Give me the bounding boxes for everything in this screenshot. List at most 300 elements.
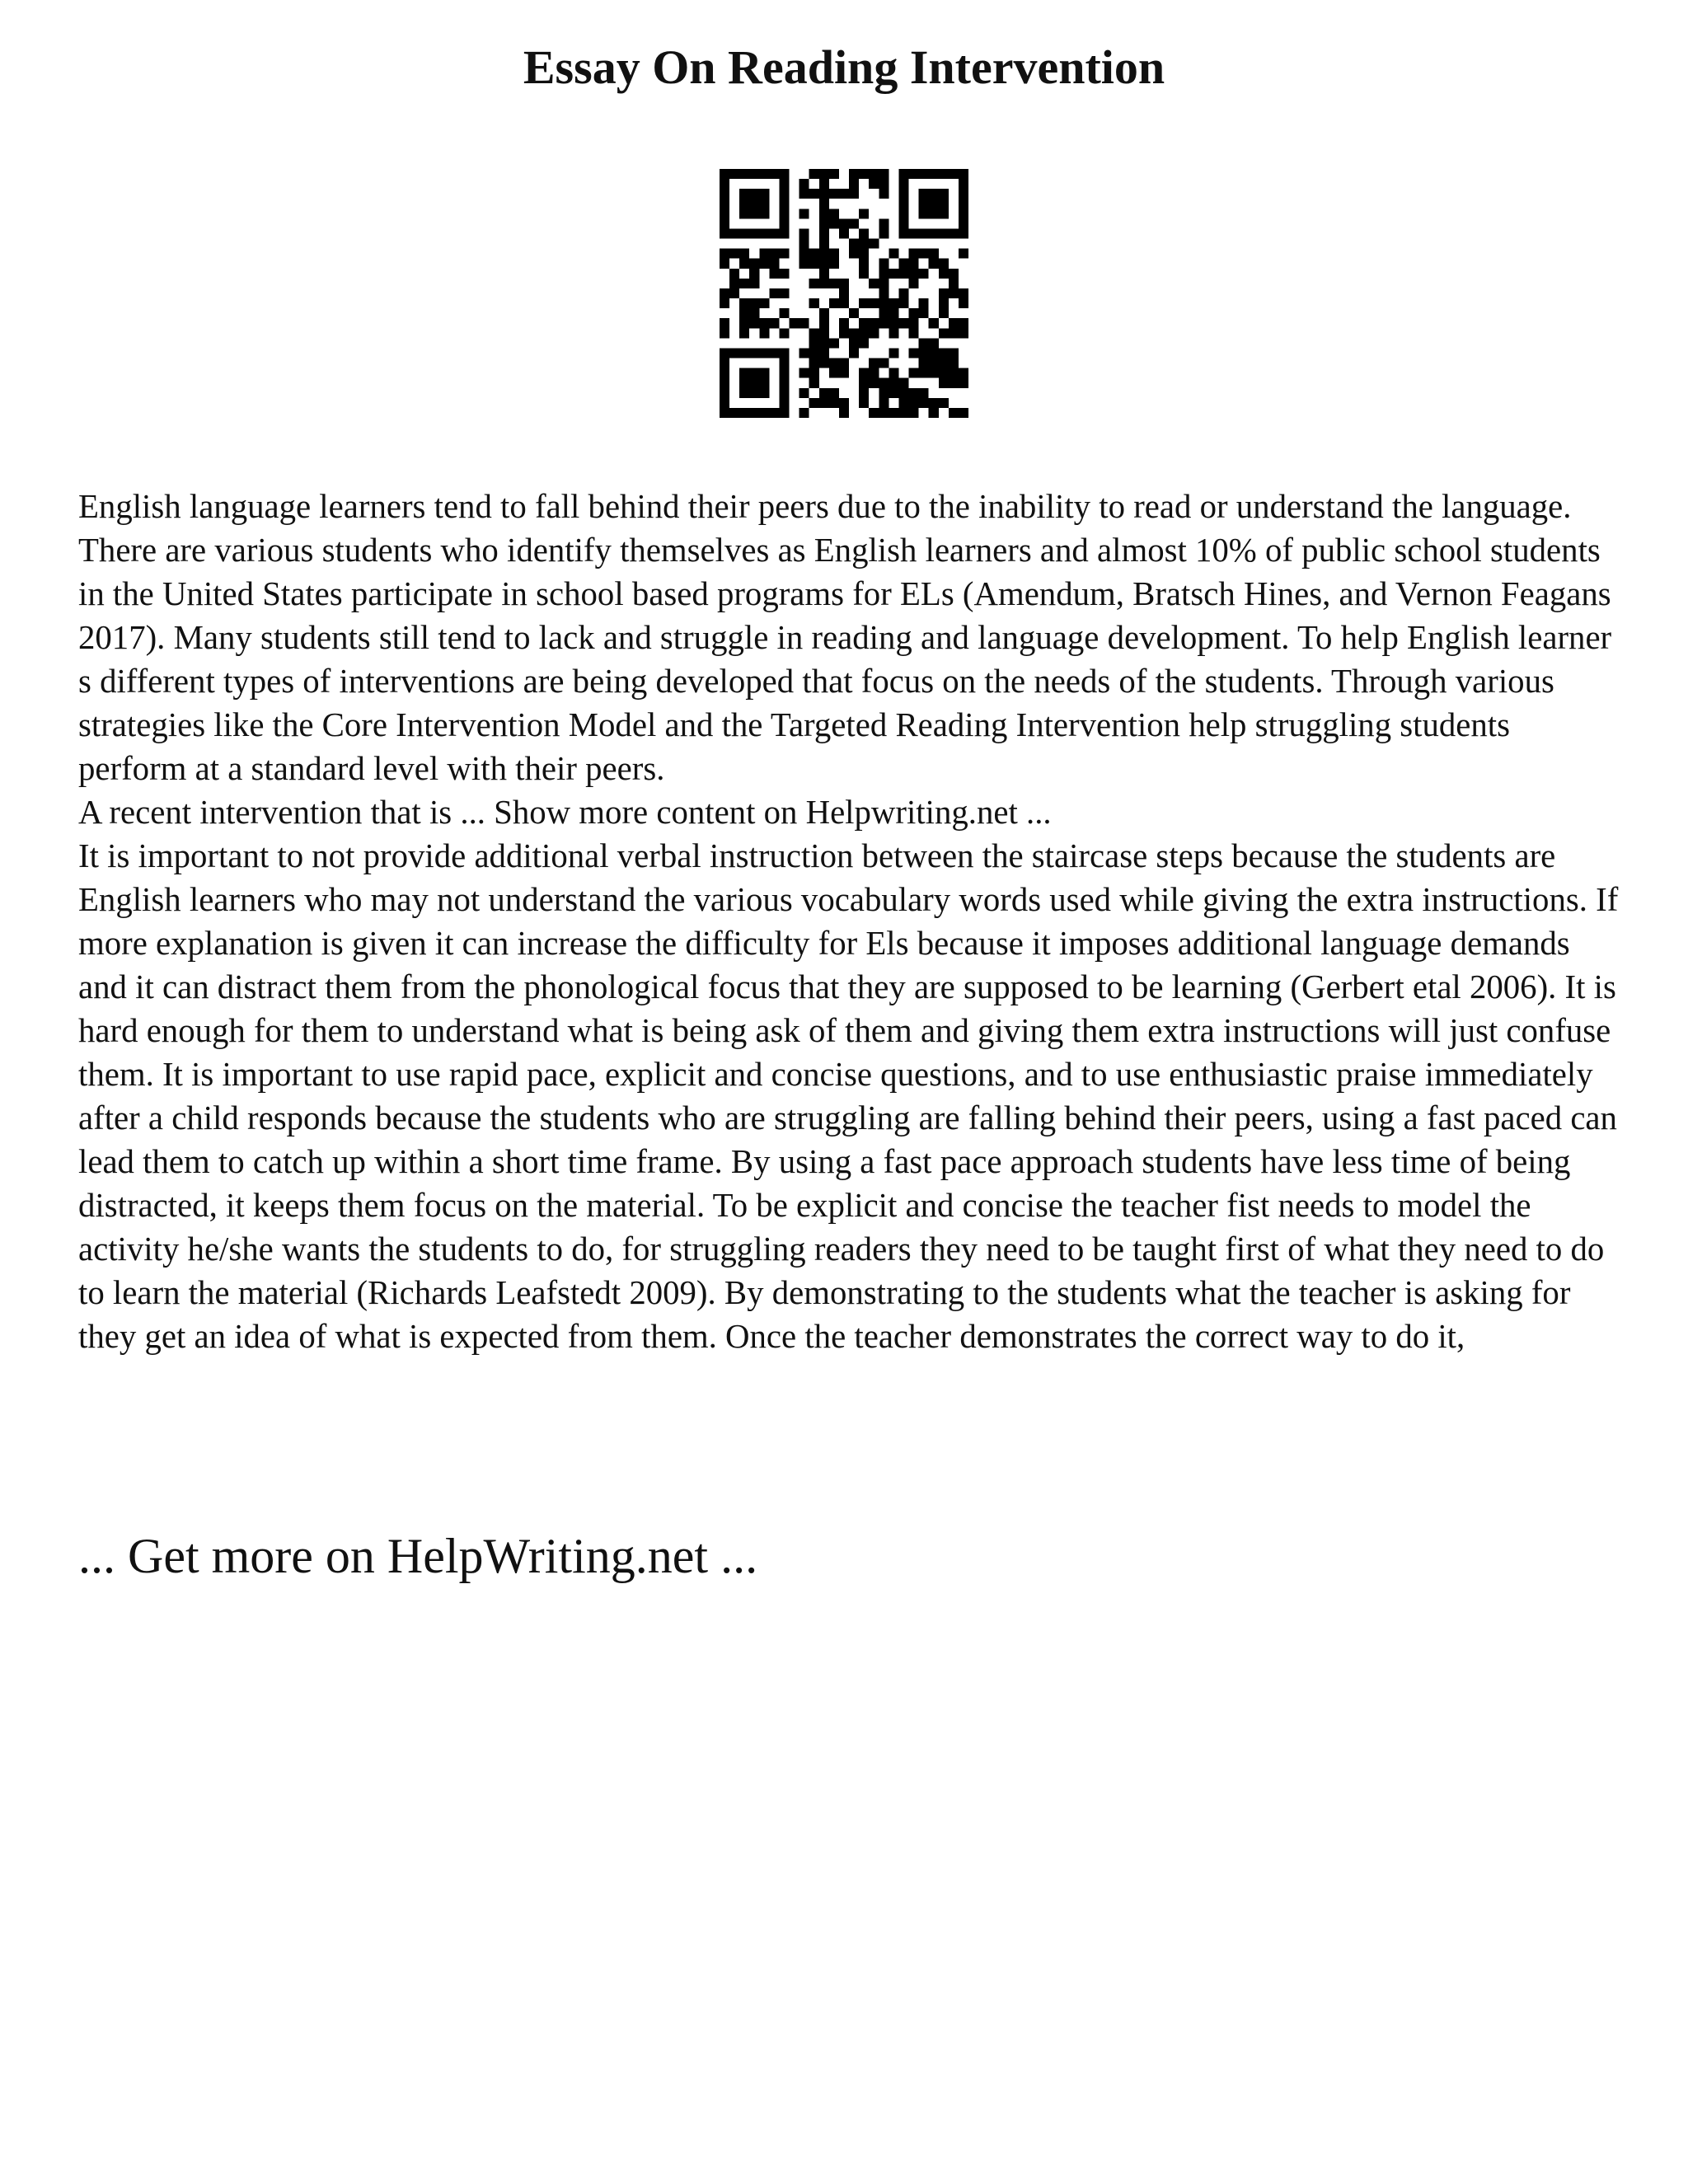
qr-module <box>819 348 829 358</box>
qr-module <box>779 398 789 408</box>
qr-module <box>849 249 859 259</box>
qr-module <box>829 259 839 269</box>
qr-module <box>869 408 879 418</box>
qr-module <box>720 318 729 328</box>
qr-module <box>859 269 869 279</box>
qr-module <box>779 328 789 338</box>
qr-module <box>869 179 879 189</box>
qr-module <box>909 228 919 238</box>
qr-module <box>919 368 929 378</box>
qr-module <box>889 408 898 418</box>
qr-module <box>939 359 949 368</box>
qr-module <box>799 209 809 218</box>
qr-module <box>809 398 819 408</box>
qr-module <box>929 408 939 418</box>
qr-module <box>720 209 729 218</box>
qr-module <box>829 169 839 179</box>
qr-module <box>729 288 739 298</box>
qr-module <box>739 348 749 358</box>
qr-module <box>859 338 869 348</box>
qr-module <box>909 308 919 318</box>
qr-module <box>879 259 889 269</box>
qr-module <box>819 398 829 408</box>
qr-module <box>959 328 968 338</box>
qr-module <box>959 169 968 179</box>
qr-module <box>819 199 829 209</box>
qr-module <box>898 269 908 279</box>
qr-module <box>859 318 869 328</box>
qr-module <box>720 359 729 368</box>
qr-module <box>729 249 739 259</box>
qr-module <box>909 169 919 179</box>
qr-module <box>819 328 829 338</box>
qr-module <box>759 189 769 199</box>
qr-module <box>939 368 949 378</box>
qr-module <box>909 249 919 259</box>
qr-module <box>720 398 729 408</box>
qr-module <box>859 398 869 408</box>
qr-module <box>739 408 749 418</box>
essay-body <box>78 485 1620 1358</box>
qr-module <box>849 348 859 358</box>
qr-module <box>739 298 749 308</box>
qr-module <box>939 298 949 308</box>
qr-module <box>749 378 759 388</box>
qr-module <box>898 218 908 228</box>
qr-module <box>720 189 729 199</box>
qr-module <box>779 348 789 358</box>
qr-module <box>819 388 829 398</box>
qr-module <box>919 199 929 209</box>
qr-module <box>859 228 869 238</box>
qr-module <box>759 209 769 218</box>
qr-module <box>729 408 739 418</box>
qr-module <box>879 408 889 418</box>
qr-module <box>959 378 968 388</box>
qr-module <box>799 408 809 418</box>
qr-module <box>869 169 879 179</box>
qr-module <box>779 228 789 238</box>
qr-module <box>829 298 839 308</box>
qr-module <box>929 359 939 368</box>
qr-module <box>909 388 919 398</box>
qr-module <box>929 199 939 209</box>
qr-module <box>759 348 769 358</box>
qr-module <box>959 189 968 199</box>
qr-module <box>759 318 769 328</box>
qr-module <box>720 179 729 189</box>
qr-module <box>739 308 749 318</box>
qr-module <box>809 259 819 269</box>
qr-module <box>869 328 879 338</box>
qr-module <box>889 298 898 308</box>
qr-module <box>769 228 779 238</box>
qr-module <box>749 368 759 378</box>
qr-module <box>759 298 769 308</box>
qr-module <box>720 368 729 378</box>
qr-module <box>959 318 968 328</box>
qr-module <box>859 328 869 338</box>
qr-module <box>939 269 949 279</box>
qr-module <box>809 298 819 308</box>
qr-module <box>729 169 739 179</box>
qr-module <box>829 398 839 408</box>
qr-module <box>919 298 929 308</box>
qr-module <box>919 169 929 179</box>
qr-module <box>929 348 939 358</box>
qr-module <box>799 228 809 238</box>
qr-module <box>720 228 729 238</box>
qr-module <box>929 209 939 218</box>
qr-module <box>749 408 759 418</box>
qr-module <box>769 288 779 298</box>
qr-module <box>909 328 919 338</box>
qr-module <box>790 318 799 328</box>
qr-module <box>749 169 759 179</box>
qr-module <box>879 388 889 398</box>
qr-module <box>819 318 829 328</box>
qr-module <box>799 318 809 328</box>
qr-module <box>919 338 929 348</box>
qr-module <box>929 189 939 199</box>
qr-module <box>919 189 929 199</box>
qr-module <box>819 308 829 318</box>
qr-module <box>809 378 819 388</box>
qr-module <box>739 199 749 209</box>
qr-module <box>739 228 749 238</box>
qr-code-icon[interactable] <box>720 169 968 418</box>
qr-module <box>839 288 849 298</box>
qr-module <box>779 269 789 279</box>
qr-module <box>939 308 949 318</box>
qr-module <box>959 298 968 308</box>
qr-module <box>879 169 889 179</box>
qr-module <box>819 169 829 179</box>
qr-module <box>859 249 869 259</box>
qr-module <box>819 228 829 238</box>
qr-module <box>729 348 739 358</box>
qr-module <box>869 318 879 328</box>
qr-module <box>799 189 809 199</box>
qr-module <box>939 209 949 218</box>
qr-module <box>759 259 769 269</box>
qr-module <box>939 398 949 408</box>
qr-module <box>949 408 959 418</box>
qr-module <box>779 308 789 318</box>
qr-module <box>898 199 908 209</box>
qr-module <box>909 368 919 378</box>
qr-module <box>949 359 959 368</box>
qr-module <box>909 408 919 418</box>
qr-module <box>720 388 729 398</box>
qr-module <box>819 249 829 259</box>
qr-module <box>839 318 849 328</box>
qr-module <box>819 189 829 199</box>
qr-module <box>929 228 939 238</box>
qr-module <box>720 378 729 388</box>
page-title: Essay On Reading Intervention <box>523 40 1165 94</box>
qr-module <box>898 228 908 238</box>
qr-module <box>909 398 919 408</box>
qr-module <box>779 388 789 398</box>
qr-module <box>720 259 729 269</box>
qr-module <box>949 279 959 288</box>
qr-module <box>898 169 908 179</box>
qr-module <box>819 239 829 249</box>
qr-module <box>739 318 749 328</box>
qr-module <box>859 259 869 269</box>
qr-module <box>749 318 759 328</box>
get-more-link[interactable]: ... Get more on HelpWriting.net ... <box>78 1529 758 1583</box>
qr-module <box>829 189 839 199</box>
qr-module <box>959 179 968 189</box>
qr-module <box>739 378 749 388</box>
qr-module <box>759 368 769 378</box>
qr-module <box>839 398 849 408</box>
qr-module <box>749 209 759 218</box>
qr-module <box>879 179 889 189</box>
qr-module <box>849 308 859 318</box>
qr-module <box>819 179 829 189</box>
qr-module <box>749 298 759 308</box>
qr-module <box>819 279 829 288</box>
qr-module <box>739 368 749 378</box>
qr-module <box>859 388 869 398</box>
qr-module <box>720 348 729 358</box>
qr-module <box>939 228 949 238</box>
qr-module <box>720 328 729 338</box>
qr-module <box>949 318 959 328</box>
qr-module <box>779 179 789 189</box>
qr-module <box>939 189 949 199</box>
qr-module <box>759 169 769 179</box>
qr-module <box>949 368 959 378</box>
qr-module <box>829 388 839 398</box>
qr-module <box>809 328 819 338</box>
qr-module <box>879 189 889 199</box>
qr-module <box>898 378 908 388</box>
qr-module <box>909 259 919 269</box>
qr-module <box>959 288 968 298</box>
qr-module <box>809 169 819 179</box>
qr-module <box>949 328 959 338</box>
qr-module <box>839 328 849 338</box>
qr-module <box>759 328 769 338</box>
qr-module <box>779 199 789 209</box>
qr-module <box>959 218 968 228</box>
qr-module <box>739 279 749 288</box>
qr-module <box>809 189 819 199</box>
qr-module <box>720 199 729 209</box>
qr-module <box>819 218 829 228</box>
qr-module <box>879 279 889 288</box>
qr-module <box>769 318 779 328</box>
qr-module <box>889 348 898 358</box>
qr-module <box>919 348 929 358</box>
qr-module <box>739 328 749 338</box>
qr-module <box>929 249 939 259</box>
qr-module <box>720 408 729 418</box>
qr-module <box>879 359 889 368</box>
qr-module <box>749 259 759 269</box>
qr-module <box>959 368 968 378</box>
qr-module <box>829 359 839 368</box>
qr-module <box>779 378 789 388</box>
qr-module <box>849 239 859 249</box>
qr-module <box>769 348 779 358</box>
qr-module <box>809 359 819 368</box>
qr-module <box>779 249 789 259</box>
qr-module <box>769 269 779 279</box>
qr-module <box>759 199 769 209</box>
qr-module <box>769 408 779 418</box>
qr-module <box>959 209 968 218</box>
qr-module <box>799 259 809 269</box>
qr-module <box>839 279 849 288</box>
qr-module <box>919 209 929 218</box>
qr-module <box>889 308 898 318</box>
qr-module <box>720 288 729 298</box>
qr-module <box>799 368 809 378</box>
qr-module <box>749 189 759 199</box>
qr-module <box>779 209 789 218</box>
qr-module <box>799 239 809 249</box>
qr-module <box>749 228 759 238</box>
qr-module <box>909 269 919 279</box>
qr-module <box>829 249 839 259</box>
qr-module <box>869 279 879 288</box>
qr-module <box>779 408 789 418</box>
qr-module <box>829 368 839 378</box>
qr-module <box>879 218 889 228</box>
qr-module <box>869 378 879 388</box>
qr-module <box>779 288 789 298</box>
qr-module <box>889 368 898 378</box>
qr-module <box>819 259 829 269</box>
qr-module <box>879 288 889 298</box>
qr-module <box>939 169 949 179</box>
qr-module <box>939 259 949 269</box>
qr-module <box>909 348 919 358</box>
qr-module <box>739 388 749 398</box>
qr-module <box>839 228 849 238</box>
qr-module <box>809 249 819 259</box>
qr-module <box>898 179 908 189</box>
qr-module <box>859 239 869 249</box>
qr-module <box>949 269 959 279</box>
qr-module <box>759 388 769 398</box>
qr-module <box>809 368 819 378</box>
qr-module <box>809 348 819 358</box>
qr-module <box>849 218 859 228</box>
qr-module <box>879 318 889 328</box>
qr-module <box>829 218 839 228</box>
qr-module <box>819 269 829 279</box>
qr-module <box>959 228 968 238</box>
qr-module <box>729 269 739 279</box>
qr-module <box>869 359 879 368</box>
qr-module <box>749 348 759 358</box>
qr-module <box>839 368 849 378</box>
qr-module <box>898 408 908 418</box>
qr-module <box>898 288 908 298</box>
qr-module <box>919 388 929 398</box>
qr-module <box>929 398 939 408</box>
qr-module <box>799 388 809 398</box>
paragraph-main: It is important to not provide additional verbal instruction between the staircase steps because the students are English learners who may not understand the various vocabulary words used while giving the extra instructions. If more explanation is given it can increase the difficulty for Els because it imposes additional language demands and it can distract them from the phonological focus that they are supposed to be learning (Gerbert etal 2006). It is hard enough for them to understand what is being ask of them and giving them extra instructions will just confuse them. It is important to use rapid pace, explicit and concise questions, and to use enthusiastic praise immediately after a child responds because the students who are struggling are falling behind their peers, using a fast paced can lead them to catch up within a short time frame. By using a fast pace approach students have less time of being distracted, it keeps them focus on the material. To be explicit and concise the teacher fist needs to model the activity he/she wants the students to do, for struggling readers they need to be taught first of what they need to do to learn the material (Richards Leafstedt 2009). By demonstrating to the students what the teacher is asking for they get an idea of what is expected from them. Once the teacher demonstrates the correct way to do it, <box>78 837 1619 1355</box>
qr-module <box>879 298 889 308</box>
qr-module <box>769 169 779 179</box>
qr-module <box>759 408 769 418</box>
qr-module <box>869 239 879 249</box>
qr-module <box>939 348 949 358</box>
qr-module <box>729 228 739 238</box>
qr-module <box>769 259 779 269</box>
qr-module <box>929 169 939 179</box>
qr-module <box>829 209 839 218</box>
qr-module <box>879 228 889 238</box>
qr-module <box>749 308 759 318</box>
qr-module <box>889 249 898 259</box>
qr-module <box>929 338 939 348</box>
qr-module <box>898 209 908 218</box>
qr-module <box>720 218 729 228</box>
qr-module <box>859 209 869 218</box>
qr-module <box>849 169 859 179</box>
qr-module <box>849 328 859 338</box>
qr-module <box>749 279 759 288</box>
qr-module <box>929 318 939 328</box>
qr-module <box>799 249 809 259</box>
qr-module <box>949 288 959 298</box>
qr-module <box>779 359 789 368</box>
qr-module <box>889 269 898 279</box>
qr-module <box>799 348 809 358</box>
qr-module <box>839 218 849 228</box>
qr-module <box>879 378 889 388</box>
qr-module <box>889 318 898 328</box>
qr-module <box>809 279 819 288</box>
qr-module <box>779 218 789 228</box>
qr-module <box>869 368 879 378</box>
qr-module <box>749 388 759 398</box>
qr-module <box>739 209 749 218</box>
qr-module <box>839 408 849 418</box>
qr-module <box>959 408 968 418</box>
qr-module <box>809 338 819 348</box>
qr-module <box>720 169 729 179</box>
qr-module <box>949 169 959 179</box>
qr-module <box>869 298 879 308</box>
qr-module <box>929 368 939 378</box>
qr-module <box>849 338 859 348</box>
qr-module <box>919 269 929 279</box>
qr-module <box>898 189 908 199</box>
qr-module <box>859 298 869 308</box>
qr-module <box>898 398 908 408</box>
show-more-link[interactable]: A recent intervention that is ... Show more content on Helpwriting.net ... <box>78 794 1052 831</box>
qr-module <box>939 328 949 338</box>
qr-module <box>759 378 769 388</box>
qr-module <box>898 298 908 308</box>
qr-module <box>939 378 949 388</box>
qr-module <box>769 249 779 259</box>
qr-module <box>819 338 829 348</box>
qr-module <box>849 189 859 199</box>
qr-module <box>949 228 959 238</box>
qr-module <box>739 189 749 199</box>
qr-module <box>739 259 749 269</box>
